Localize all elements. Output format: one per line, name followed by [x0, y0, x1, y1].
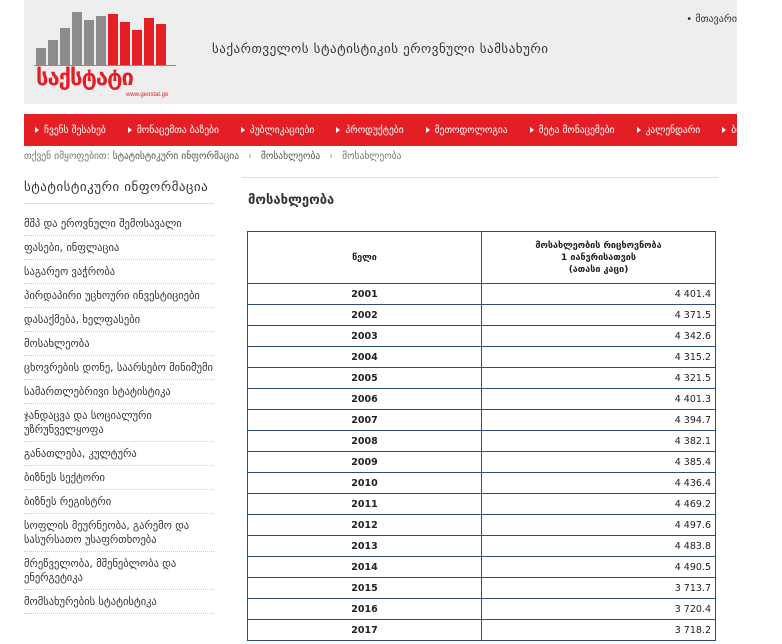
- sidebar-item-population[interactable]: მოსახლეობა: [24, 332, 214, 356]
- nav-item-label: მონაცემთა ბაზები: [136, 124, 219, 136]
- cell-population: 3 720.4: [482, 599, 716, 620]
- table-row: [248, 431, 716, 452]
- home-link[interactable]: • მთავარი: [686, 14, 737, 25]
- cell-population: 4 321.5: [482, 368, 716, 389]
- triangle-bullet-icon: [426, 127, 430, 133]
- table-row: [248, 536, 716, 557]
- table-row: [248, 389, 716, 410]
- main-navbar: [24, 114, 771, 146]
- table-row: [248, 305, 716, 326]
- breadcrumb-separator: ›: [248, 151, 252, 162]
- sidebar-item-trade[interactable]: საგარეო ვაჭრობა: [24, 260, 214, 284]
- triangle-bullet-icon: [35, 127, 39, 133]
- breadcrumb: [24, 151, 401, 162]
- nav-item-label: პუბლიკაციები: [249, 124, 315, 136]
- column-header-line: მოსახლეობის რიცხოვნობა: [535, 240, 662, 251]
- sidebar-item-fdi[interactable]: პირდაპირი უცხოური ინვესტიციები: [24, 284, 214, 308]
- table-row: [248, 452, 716, 473]
- nav-item-label: მეტა მონაცემები: [538, 124, 615, 136]
- cell-population: 4 382.1: [482, 431, 716, 452]
- cell-year: 2004: [248, 347, 482, 368]
- cell-population: 4 436.4: [482, 473, 716, 494]
- cell-population: 4 469.2: [482, 494, 716, 515]
- cell-year: 2003: [248, 326, 482, 347]
- cell-year: 2016: [248, 599, 482, 620]
- sidebar-item-healthcare[interactable]: ჯანდაცვა და სოციალური უზრუნველყოფა: [24, 404, 214, 442]
- triangle-bullet-icon: [722, 127, 726, 133]
- cell-population: 4 342.6: [482, 326, 716, 347]
- sidebar-item-prices[interactable]: ფასები, ინფლაცია: [24, 236, 214, 260]
- table-row: [248, 347, 716, 368]
- sidebar-menu: [24, 212, 214, 614]
- table-body: [248, 284, 716, 641]
- logo-url: www.geostat.ge: [126, 92, 169, 98]
- table-row: [248, 473, 716, 494]
- cell-year: 2002: [248, 305, 482, 326]
- cell-population: 4 385.4: [482, 452, 716, 473]
- cell-year: 2005: [248, 368, 482, 389]
- cell-year: 2001: [248, 284, 482, 305]
- nav-item-products[interactable]: [325, 125, 414, 136]
- cell-population: 3 718.2: [482, 620, 716, 641]
- column-header-line: 1 იანვრისათვის: [561, 252, 636, 263]
- breadcrumb-item-population[interactable]: მოსახლეობა: [260, 151, 321, 162]
- table-row: [248, 368, 716, 389]
- sidebar-item-employment[interactable]: დასაქმება, ხელფასები: [24, 308, 214, 332]
- nav-item-label: მეთოდოლოგია: [434, 124, 508, 136]
- cell-population: 4 315.2: [482, 347, 716, 368]
- cell-population: 4 401.4: [482, 284, 716, 305]
- nav-item-label: ჩვენს შესახებ: [44, 124, 106, 136]
- page-title: მოსახლეობა: [248, 193, 335, 208]
- table-row: [248, 557, 716, 578]
- triangle-bullet-icon: [530, 127, 534, 133]
- triangle-bullet-icon: [128, 127, 132, 133]
- logo-text: საქსტატი: [36, 66, 133, 91]
- breadcrumb-separator: ›: [329, 151, 334, 162]
- cell-year: 2007: [248, 410, 482, 431]
- sidebar-item-business-register[interactable]: ბიზნეს რეგისტრი: [24, 490, 214, 514]
- cell-year: 2012: [248, 515, 482, 536]
- nav-item-metadata[interactable]: [519, 125, 626, 136]
- triangle-bullet-icon: [637, 127, 641, 133]
- table-row: [248, 599, 716, 620]
- column-header-line: (ათასი კაცი): [568, 264, 629, 275]
- nav-item-about[interactable]: [24, 125, 117, 136]
- cell-year: 2011: [248, 494, 482, 515]
- cell-year: 2013: [248, 536, 482, 557]
- cell-population: 4 371.5: [482, 305, 716, 326]
- nav-item-calendar[interactable]: [626, 125, 712, 136]
- cell-population: 4 401.3: [482, 389, 716, 410]
- breadcrumb-item-statistics[interactable]: სტატისტიკური ინფორმაცია: [112, 151, 240, 162]
- content-divider: [242, 177, 718, 178]
- triangle-bullet-icon: [336, 127, 340, 133]
- cell-population: 3 713.7: [482, 578, 716, 599]
- site-header: [24, 0, 737, 104]
- nav-item-label: ბმულები: [731, 124, 771, 136]
- cell-year: 2015: [248, 578, 482, 599]
- cell-population: 4 483.8: [482, 536, 716, 557]
- cell-population: 4 394.7: [482, 410, 716, 431]
- sidebar-item-living-standards[interactable]: ცხოვრების დონე, საარსებო მინიმუმი: [24, 356, 214, 380]
- table-row: [248, 515, 716, 536]
- nav-item-methodology[interactable]: [415, 125, 519, 136]
- table-row: [248, 620, 716, 641]
- breadcrumb-prefix: თქვენ იმყოფებით:: [24, 151, 110, 162]
- table-header-row: [248, 232, 716, 284]
- column-header-year: წელი: [248, 232, 482, 284]
- nav-item-label: კალენდარი: [645, 124, 701, 136]
- cell-year: 2014: [248, 557, 482, 578]
- table-row: [248, 410, 716, 431]
- sidebar-item-legal-statistics[interactable]: სამართლებრივი სტატისტიკა: [24, 380, 214, 404]
- geostat-logo[interactable]: [34, 6, 176, 98]
- nav-item-databases[interactable]: [117, 125, 230, 136]
- cell-population: 4 497.6: [482, 515, 716, 536]
- triangle-bullet-icon: [241, 127, 245, 133]
- nav-item-label: პროდუქტები: [345, 124, 404, 136]
- population-table: [247, 231, 716, 641]
- table-row: [248, 284, 716, 305]
- cell-year: 2017: [248, 620, 482, 641]
- table-row: [248, 578, 716, 599]
- cell-year: 2009: [248, 452, 482, 473]
- nav-item-publications[interactable]: [230, 125, 325, 136]
- cell-year: 2008: [248, 431, 482, 452]
- sidebar-item-education[interactable]: განათლება, კულტურა: [24, 442, 214, 466]
- site-title: საქართველოს სტატისტიკის ეროვნული სამსახური: [212, 42, 549, 57]
- sidebar-item-gdp[interactable]: მშპ და ეროვნული შემოსავალი: [24, 212, 214, 236]
- sidebar-title: სტატისტიკური ინფორმაცია: [24, 180, 214, 204]
- sidebar-item-business-sector[interactable]: ბიზნეს სექტორი: [24, 466, 214, 490]
- sidebar-item-industry[interactable]: მრეწველობა, მშენებლობა და ენერგეტიკა: [24, 552, 214, 590]
- logo-bars-icon: [34, 6, 176, 66]
- nav-item-links[interactable]: [711, 125, 782, 136]
- sidebar-item-agriculture[interactable]: სოფლის მეურნეობა, გარემო და სასურსათო უსაფრთხოება: [24, 514, 214, 552]
- column-header-population: [482, 232, 716, 284]
- table-row: [248, 326, 716, 347]
- table-row: [248, 494, 716, 515]
- cell-year: 2010: [248, 473, 482, 494]
- cell-population: 4 490.5: [482, 557, 716, 578]
- sidebar-item-services[interactable]: მომსახურების სტატისტიკა: [24, 590, 214, 614]
- cell-year: 2006: [248, 389, 482, 410]
- breadcrumb-item-current: მოსახლეობა: [342, 151, 402, 162]
